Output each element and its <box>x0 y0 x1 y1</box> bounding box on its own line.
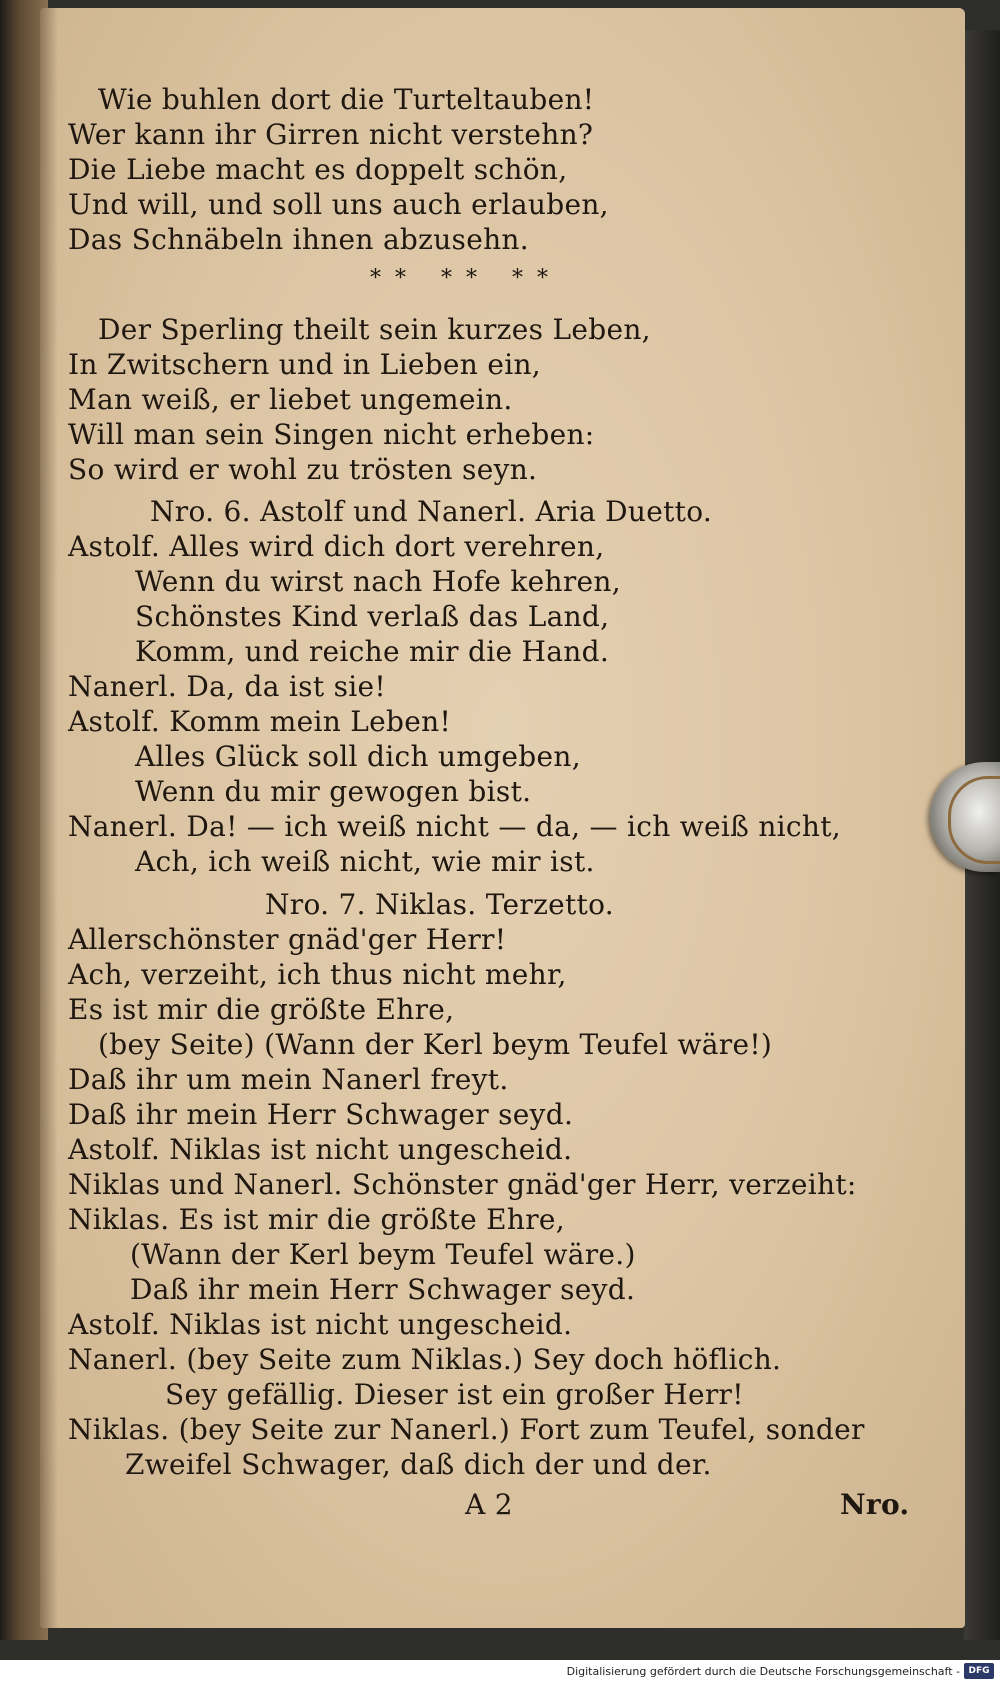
section-heading: Nro. 7. Niklas. Terzetto. <box>265 888 614 921</box>
verse-line: Will man sein Singen nicht erheben: <box>68 418 595 451</box>
verse-line: Nanerl. Da, da ist sie! <box>68 670 386 703</box>
verse-line: Ach, ich weiß nicht, wie mir ist. <box>135 845 595 878</box>
verse-line: Astolf. Komm mein Leben! <box>68 705 451 738</box>
verse-line: Daß ihr mein Herr Schwager seyd. <box>130 1273 636 1306</box>
verse-line: Zweifel Schwager, daß dich der und der. <box>125 1448 712 1481</box>
verse-line: Die Liebe macht es doppelt schön, <box>68 153 568 186</box>
verse-line: Und will, und soll uns auch erlauben, <box>68 188 609 221</box>
verse-line: So wird er wohl zu trösten seyn. <box>68 453 538 486</box>
verse-line: Sey gefällig. Dieser ist ein großer Herr! <box>165 1378 744 1411</box>
verse-line: Niklas. (bey Seite zur Nanerl.) Fort zum Teufel, sonder <box>68 1413 865 1446</box>
verse-line: (bey Seite) (Wann der Kerl beym Teufel wäre!) <box>98 1028 773 1061</box>
funding-credit: Digitalisierung gefördert durch die Deutsche Forschungsgemeinschaft - <box>566 1665 960 1678</box>
verse-line: Es ist mir die größte Ehre, <box>68 993 455 1026</box>
digitization-footer <box>0 1660 1000 1685</box>
verse-line: Niklas und Nanerl. Schönster gnäd'ger Herr, verzeiht: <box>68 1168 857 1201</box>
verse-line: Astolf. Niklas ist nicht ungescheid. <box>68 1133 573 1166</box>
verse-line: Wenn du wirst nach Hofe kehren, <box>135 565 621 598</box>
catchword: Nro. <box>840 1488 910 1521</box>
page-clip-rim <box>948 776 1000 864</box>
verse-line: Astolf. Alles wird dich dort verehren, <box>68 530 605 563</box>
verse-line: Schönstes Kind verlaß das Land, <box>135 600 610 633</box>
verse-line: (Wann der Kerl beym Teufel wäre.) <box>130 1238 636 1271</box>
verse-line: Alles Glück soll dich umgeben, <box>135 740 581 773</box>
page-text <box>40 8 965 1628</box>
verse-line: Ach, verzeiht, ich thus nicht mehr, <box>68 958 567 991</box>
verse-line: Nanerl. (bey Seite zum Niklas.) Sey doch höflich. <box>68 1343 782 1376</box>
verse-line: Daß ihr mein Herr Schwager seyd. <box>68 1098 574 1131</box>
verse-line: Astolf. Niklas ist nicht ungescheid. <box>68 1308 573 1341</box>
verse-line: Man weiß, er liebet ungemein. <box>68 383 513 416</box>
book-page <box>40 8 965 1628</box>
verse-line: Nanerl. Da! — ich weiß nicht — da, — ich weiß nicht, <box>68 810 841 843</box>
verse-line: Wenn du mir gewogen bist. <box>135 775 532 808</box>
verse-line: Das Schnäbeln ihnen abzusehn. <box>68 223 529 256</box>
verse-line: Der Sperling theilt sein kurzes Leben, <box>98 313 651 346</box>
verse-line: Wie buhlen dort die Turteltauben! <box>98 83 595 116</box>
verse-line: Komm, und reiche mir die Hand. <box>135 635 610 668</box>
verse-line: In Zwitschern und in Lieben ein, <box>68 348 541 381</box>
verse-line: Allerschönster gnäd'ger Herr! <box>68 923 507 956</box>
verse-line: Daß ihr um mein Nanerl freyt. <box>68 1063 509 1096</box>
verse-line: Niklas. Es ist mir die größte Ehre, <box>68 1203 565 1236</box>
asterism-divider: ** ** ** <box>370 266 562 291</box>
verse-line: Wer kann ihr Girren nicht verstehn? <box>68 118 594 151</box>
section-heading: Nro. 6. Astolf und Nanerl. Aria Duetto. <box>150 495 713 528</box>
dfg-logo-icon: DFG <box>964 1663 994 1679</box>
signature-mark: A 2 <box>465 1488 513 1521</box>
